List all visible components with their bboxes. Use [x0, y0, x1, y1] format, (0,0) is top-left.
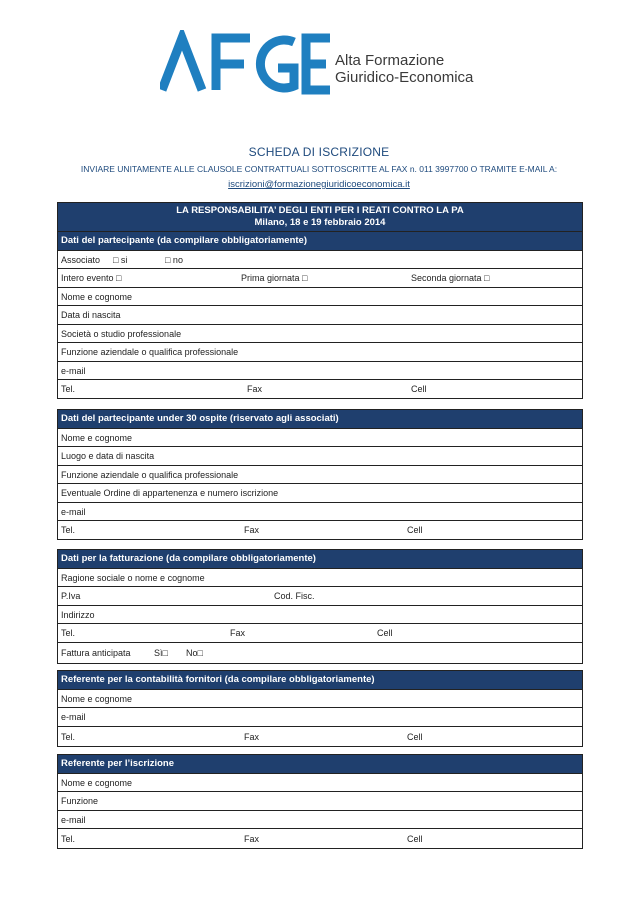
fax-field[interactable]: Fax [247, 384, 263, 394]
associato-si-checkbox[interactable]: □ si [113, 254, 128, 265]
event-header [58, 203, 582, 232]
u30-luogo-field[interactable]: Luogo e data di nascita [58, 447, 582, 466]
participant-section [57, 202, 583, 399]
acc-contact-row [58, 727, 582, 747]
billing-section [57, 549, 583, 664]
page-title: SCHEDA DI ISCRIZIONE [248, 145, 390, 159]
participant-heading: Dati del partecipante (da compilare obbligatoriamente) [58, 232, 582, 251]
acc-nome-field[interactable]: Nome e cognome [58, 690, 582, 709]
svg-text:AFGE: AFGE [160, 30, 163, 31]
reg-tel-field[interactable]: Tel. [61, 834, 76, 844]
reg-cell-field[interactable]: Cell [407, 834, 423, 844]
afge-logo-icon [160, 30, 330, 96]
u30-tel-field[interactable]: Tel. [61, 525, 76, 535]
attendance-row [58, 269, 582, 288]
u30-nome-field[interactable]: Nome e cognome [58, 429, 582, 448]
nome-field[interactable]: Nome e cognome [58, 288, 582, 307]
u30-cell-field[interactable]: Cell [407, 525, 423, 535]
u30-contact-row [58, 521, 582, 540]
instructions: INVIARE UNITAMENTE ALLE CLAUSOLE CONTRATTUALI SOTTOSCRITTE AL FAX n. 011 3997700 O TRAMITE E-MAIL A: [80, 164, 558, 174]
seconda-checkbox[interactable]: Seconda giornata □ [411, 273, 490, 283]
piva-row [58, 587, 582, 606]
indirizzo-field[interactable]: Indirizzo [58, 606, 582, 625]
acc-cell-field[interactable]: Cell [407, 731, 423, 742]
billing-cell-field[interactable]: Cell [377, 628, 393, 638]
fattura-label: Fattura anticipata [61, 647, 131, 658]
fattura-si-checkbox[interactable]: Sì□ [154, 647, 168, 658]
u30-funzione-field[interactable]: Funzione aziendale o qualifica professionale [58, 466, 582, 485]
email-link[interactable]: iscrizioni@formazionegiuridicoeconomica.it [228, 179, 410, 190]
associato-label: Associato [61, 254, 101, 265]
billing-heading: Dati per la fatturazione (da compilare obbligatoriamente) [58, 550, 582, 569]
intero-checkbox[interactable]: Intero evento □ [61, 273, 122, 283]
acc-tel-field[interactable]: Tel. [61, 731, 76, 742]
u30-email-field[interactable]: e-mail [58, 503, 582, 522]
reg-nome-field[interactable]: Nome e cognome [58, 774, 582, 793]
logo-line-2: Giuridico-Economica [335, 69, 474, 86]
societa-field[interactable]: Società o studio professionale [58, 325, 582, 344]
tel-field[interactable]: Tel. [61, 384, 76, 394]
logo-line-1: Alta Formazione [335, 52, 445, 69]
reg-contact-row [58, 829, 582, 849]
billing-tel-field[interactable]: Tel. [61, 628, 76, 638]
email-field[interactable]: e-mail [58, 362, 582, 381]
reg-funzione-field[interactable]: Funzione [58, 792, 582, 811]
u30-fax-field[interactable]: Fax [244, 525, 260, 535]
event-title: LA RESPONSABILITA’ DEGLI ENTI PER I REATI CONTRO LA PA [176, 205, 464, 216]
codfisc-field[interactable]: Cod. Fisc. [274, 591, 315, 601]
associato-row [58, 251, 582, 270]
u30-ordine-field[interactable]: Eventuale Ordine di appartenenza e numero iscrizione [58, 484, 582, 503]
billing-contact-row [58, 624, 582, 643]
reg-fax-field[interactable]: Fax [244, 834, 260, 844]
prima-checkbox[interactable]: Prima giornata □ [241, 273, 308, 283]
cell-field[interactable]: Cell [411, 384, 427, 394]
accounting-section [57, 670, 583, 747]
under30-heading: Dati del partecipante under 30 ospite (riservato agli associati) [58, 410, 582, 429]
accounting-heading: Referente per la contabilità fornitori (da compilare obbligatoriamente) [58, 671, 582, 690]
under30-section [57, 409, 583, 540]
billing-fax-field[interactable]: Fax [230, 628, 246, 638]
fattura-row [58, 643, 582, 664]
registration-heading: Referente per l’iscrizione [58, 755, 582, 774]
logo [160, 30, 490, 96]
logo-text [335, 52, 473, 86]
contact-row [58, 380, 582, 399]
registration-section [57, 754, 583, 849]
acc-email-field[interactable]: e-mail [58, 708, 582, 727]
event-date: Milano, 18 e 19 febbraio 2014 [254, 217, 386, 228]
nascita-field[interactable]: Data di nascita [58, 306, 582, 325]
reg-email-field[interactable]: e-mail [58, 811, 582, 830]
acc-fax-field[interactable]: Fax [244, 731, 260, 742]
associato-no-checkbox[interactable]: □ no [165, 254, 183, 265]
ragione-field[interactable]: Ragione sociale o nome e cognome [58, 569, 582, 588]
funzione-field[interactable]: Funzione aziendale o qualifica professionale [58, 343, 582, 362]
fattura-no-checkbox[interactable]: No□ [186, 647, 203, 658]
piva-field[interactable]: P.Iva [61, 591, 81, 601]
